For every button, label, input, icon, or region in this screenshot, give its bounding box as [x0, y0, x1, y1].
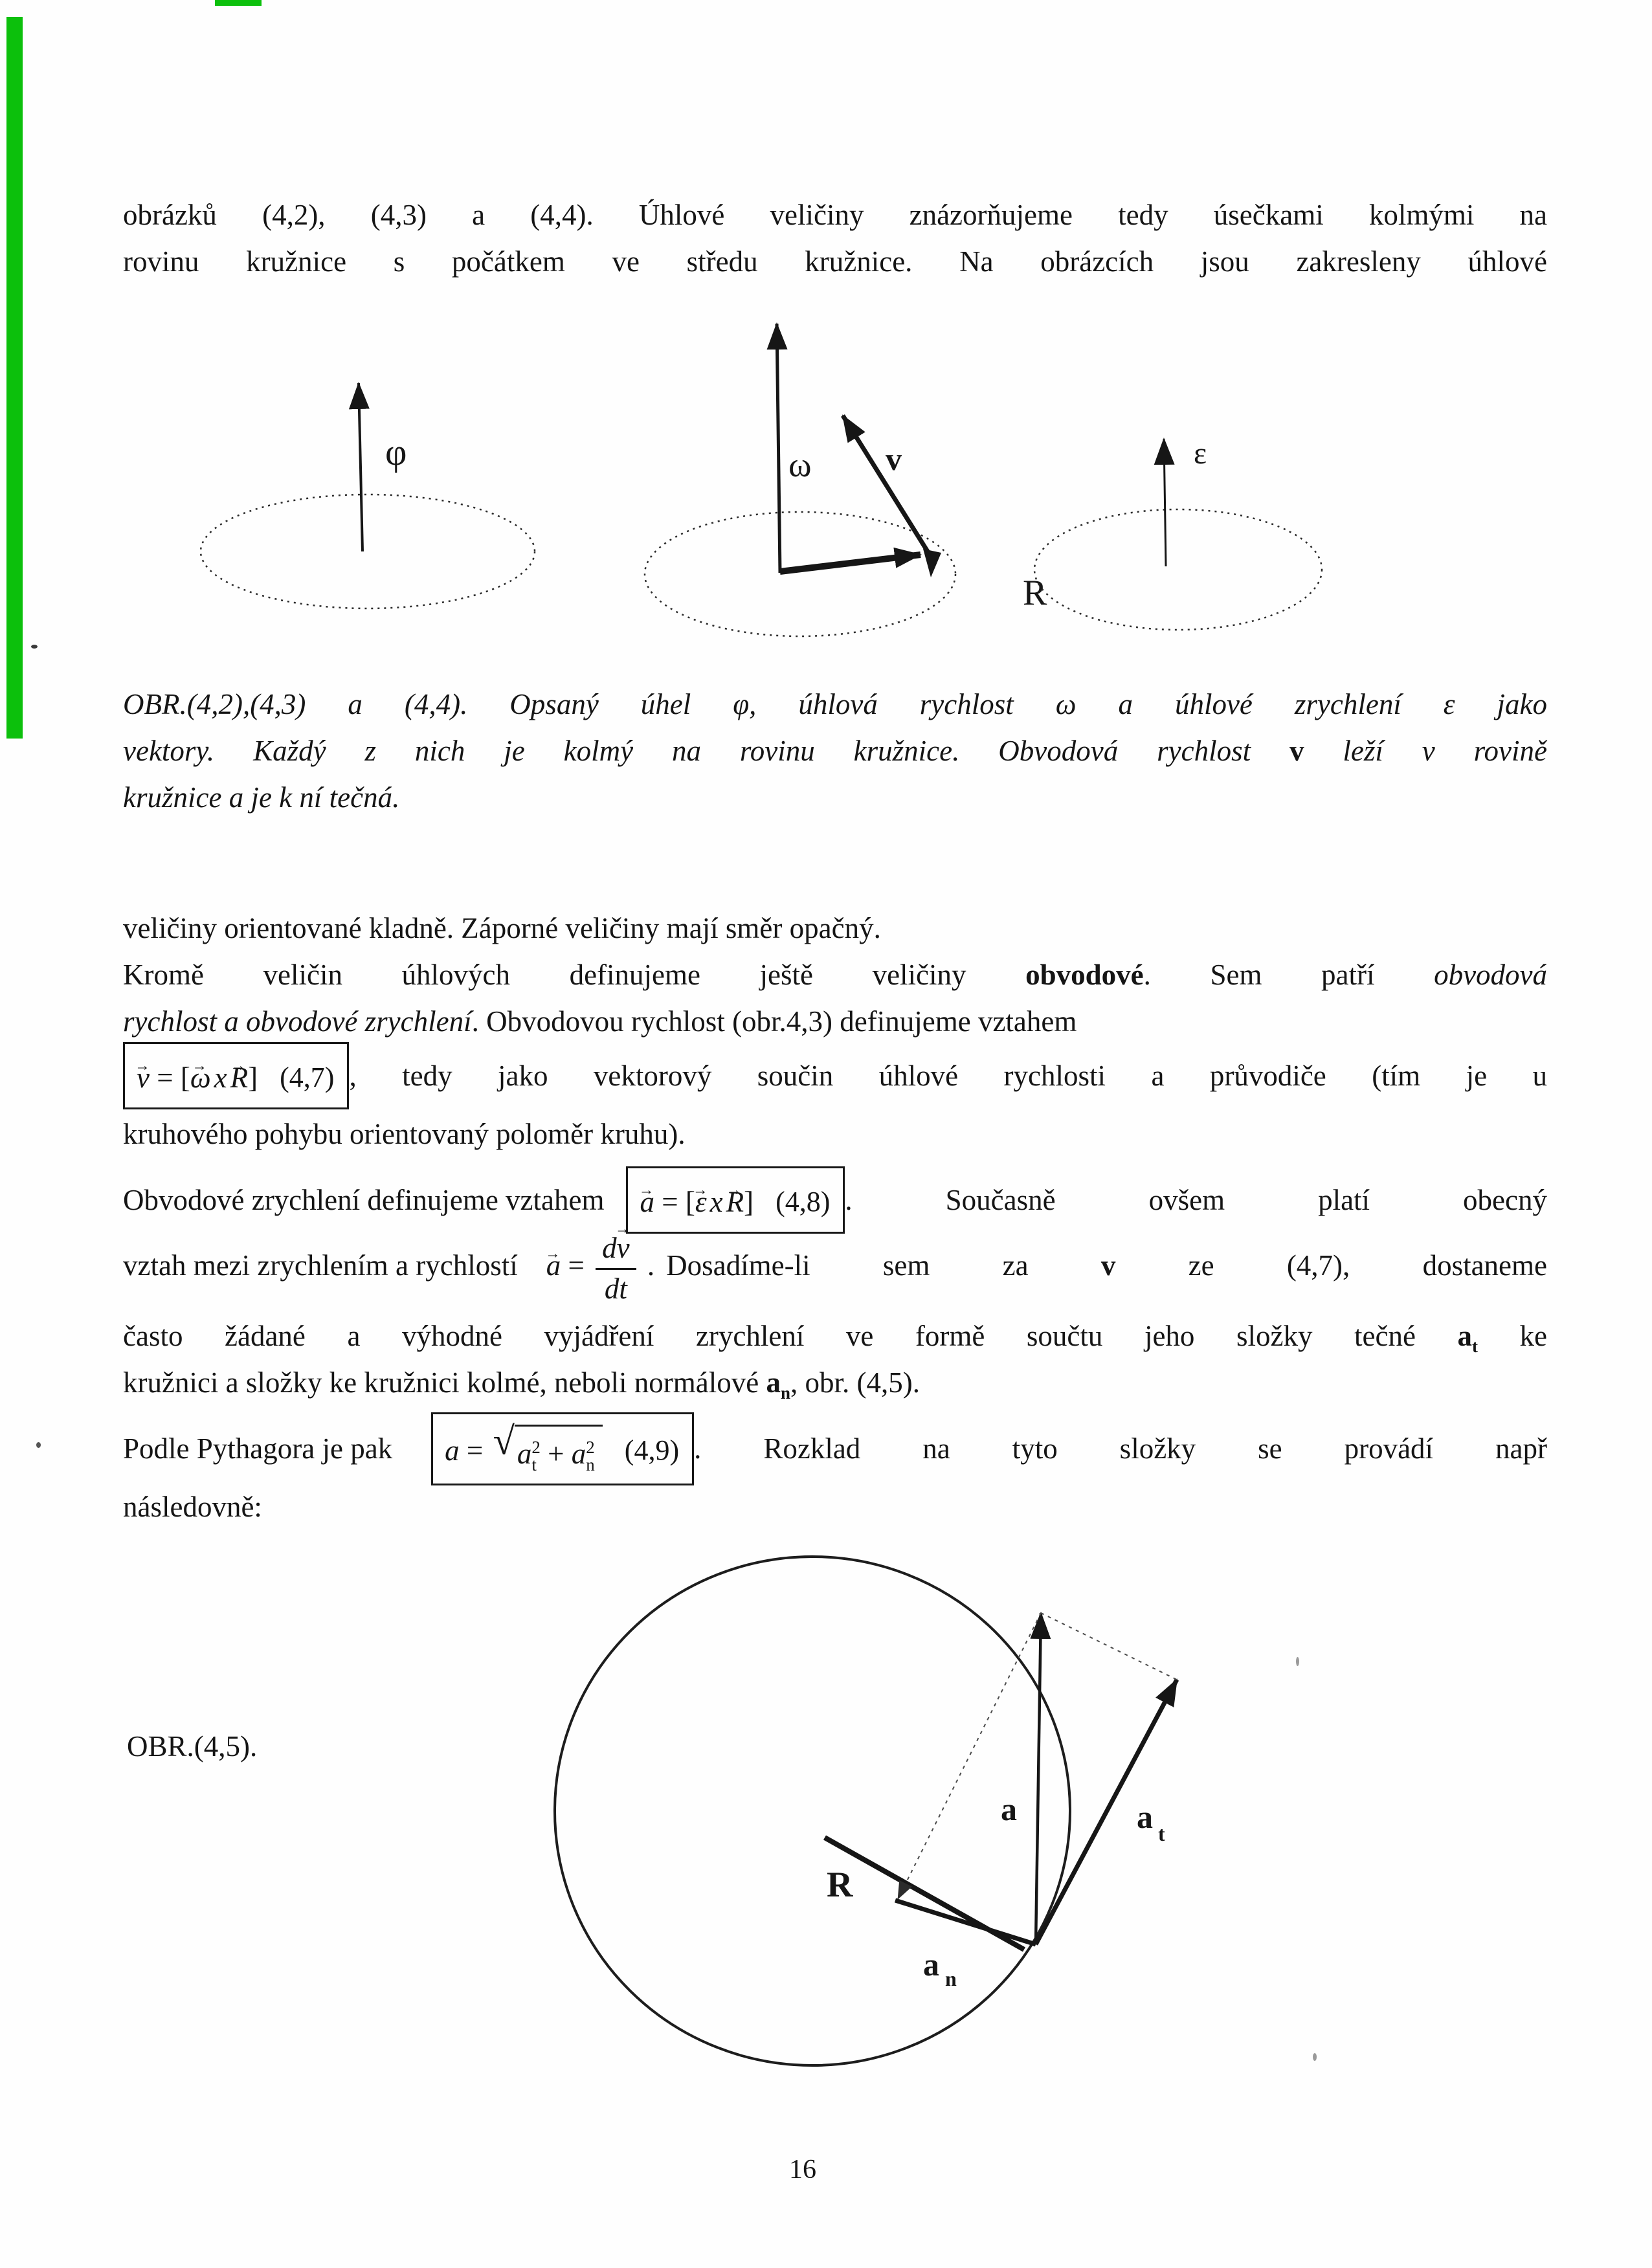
subscript-t: t [1471, 1337, 1478, 1356]
scanner-edge-artifact [6, 17, 23, 739]
parallelogram-edge-left [898, 1613, 1041, 1899]
caption-v-bold: v [1289, 735, 1304, 767]
formula-box-4-7 [123, 1042, 349, 1109]
text-before-49: Podle Pythagora je pak [123, 1432, 393, 1465]
formula-4-9: a = √ a 2 t + a 2 n [445, 1425, 603, 1477]
phi-label: φ [385, 431, 407, 473]
a-label: a [1001, 1791, 1017, 1827]
radius-arrow [780, 555, 921, 572]
equation-number-4-8: (4,8) [776, 1186, 831, 1217]
v-arrow-base-head [923, 549, 941, 577]
text-after-47: , tedy jako vektorový součin úhlové rychlosti a průvodiče (tím je u [349, 1060, 1547, 1092]
caption-line2-pre: vektory. Každý z nich je kolmý na rovinu kružnice. Obvodová rychlost [123, 735, 1289, 767]
formula-4-7: v → = [ ω → x R → ] [137, 1054, 258, 1101]
text-run: ke [1477, 1320, 1547, 1352]
formula-box-4-9 [431, 1412, 694, 1485]
text-run: . Obvodovou rychlost (obr.4,3) definujeme vztahem [471, 1005, 1077, 1038]
R-label: R [827, 1865, 853, 1905]
omega-label: ω [788, 445, 812, 484]
text-run: ze (4,7), dostaneme [1115, 1249, 1548, 1282]
figure-45-label: OBR.(4,5). [127, 1730, 258, 1762]
tangential-accel-arrow [1036, 1680, 1177, 1944]
at-label: a [1137, 1799, 1153, 1835]
ink-speck [36, 1442, 41, 1448]
parallelogram-edge-right [1041, 1613, 1177, 1680]
epsilon-label: ε [1194, 436, 1207, 471]
bold-a-n: a [766, 1366, 781, 1399]
text-run: Dosadíme-li sem za [666, 1249, 1101, 1282]
para-obvodove-line1 [123, 951, 1547, 998]
para-orientation: veličiny orientované kladně. Záporné veličiny mají směr opačný. [123, 912, 881, 944]
bold-v: v [1100, 1249, 1116, 1282]
text-run: , obr. (4,5). [790, 1366, 920, 1399]
text-before-dvdt: vztah mezi zrychlením a rychlostí [123, 1249, 518, 1282]
page-number: 16 [789, 2155, 816, 2185]
caption-line-1: OBR.(4,2),(4,3) a (4,4). Opsaný úhel φ, úhlová rychlost ω a úhlové zrychlení ε jako [123, 688, 1547, 720]
caption-line-2 [123, 728, 1547, 774]
epsilon-vector-arrow [1164, 439, 1166, 566]
ink-speck [31, 645, 38, 649]
intro-line-1: obrázků (4,2), (4,3) a (4,4). Úhlové veličiny znázorňujeme tedy úsečkami kolmými na [123, 199, 1547, 231]
text-run: kružnici a složky ke kružnici kolmé, neboli normálové [123, 1366, 766, 1399]
text-after-dvdt [666, 1242, 1547, 1289]
text-before-48: Obvodové zrychlení definujeme vztahem [123, 1184, 605, 1216]
at-subscript: t [1158, 1822, 1165, 1845]
formula-line-dvdt [123, 1217, 1547, 1314]
fig-4-3 [645, 324, 1047, 636]
bold-a-t: a [1457, 1320, 1472, 1352]
text-after-49: . Rozklad na tyto složky se provádí např [694, 1432, 1547, 1465]
formula-line-49 [123, 1403, 1547, 1494]
text-run: často žádané a výhodné vyjádření zrychlení ve formě součtu jeho složky tečné [123, 1320, 1458, 1352]
circle-path [555, 1557, 1070, 2065]
bold-obvodove: obvodové [1025, 959, 1144, 991]
italic-rychlost-zrychleni: rychlost a obvodové zrychlení [123, 1005, 472, 1038]
formula-dvdt: a → = $\frac{dv \to}{dt}$ . [546, 1227, 654, 1304]
subscript-n: n [780, 1383, 790, 1403]
text-after-48: . Současně ovšem platí obecný [845, 1184, 1547, 1216]
an-subscript: n [945, 1967, 957, 1990]
an-label: a [923, 1946, 939, 1983]
formula-line-47 [123, 1040, 1547, 1112]
omega-vector-arrow [777, 324, 780, 573]
phi-vector-arrow [359, 383, 363, 551]
intro-line-2: rovinu kružnice s počátkem ve středu kružnice. Na obrázcích jsou zakresleny úhlové [123, 245, 1547, 278]
text-run: Kromě veličin úhlových definujeme ještě veličiny [123, 959, 1026, 991]
caption-line2-post: leží v rovině [1304, 735, 1547, 767]
scanner-top-artifact [215, 0, 262, 6]
line-kruhoveho: kruhového pohybu orientovaný poloměr kruhu). [123, 1118, 686, 1150]
figure-angular-vectors [162, 298, 1392, 673]
normal-accel-line [895, 1900, 1036, 1944]
equation-number-4-9: (4,9) [624, 1434, 680, 1466]
equation-number-4-7: (4,7) [280, 1062, 335, 1093]
figure-acceleration-decomposition [544, 1553, 1230, 2123]
caption-line-3: kružnice a je k ní tečná. [123, 781, 400, 814]
total-accel-arrow [1036, 1613, 1041, 1944]
ink-speck [1296, 1657, 1299, 1666]
v-vector-arrow [843, 416, 931, 557]
italic-obvodova: obvodová [1434, 959, 1548, 991]
text-run: . Sem patří [1143, 959, 1434, 991]
para-obvodove-line2 [123, 998, 1547, 1045]
line-nasledovne: následovně: [123, 1491, 262, 1523]
R-label: R [1023, 573, 1047, 613]
fig-4-2 [201, 383, 535, 608]
v-label: v [886, 441, 902, 477]
ink-speck [1313, 2053, 1317, 2061]
formula-4-8: a → = [ ε → x R → ] [640, 1179, 753, 1225]
fig-4-4 [1034, 436, 1322, 630]
